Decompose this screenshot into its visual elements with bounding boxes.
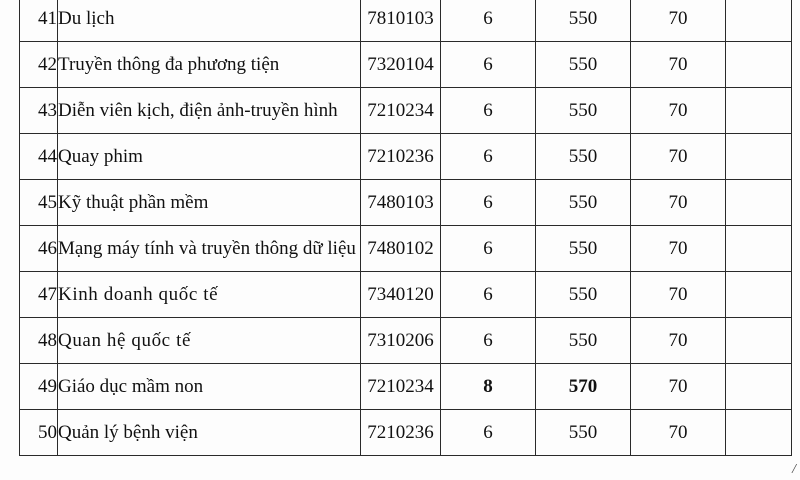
value-b-cell: 550 xyxy=(536,272,631,318)
table-row xyxy=(20,226,792,272)
empty-cell xyxy=(726,180,792,226)
empty-cell xyxy=(726,226,792,272)
value-a-cell: 6 xyxy=(441,318,536,364)
row-number-cell: 46 xyxy=(20,226,58,272)
major-name-cell: Quan hệ quốc tế xyxy=(58,318,361,364)
row-number-cell: 49 xyxy=(20,364,58,410)
table-row xyxy=(20,410,792,456)
empty-cell xyxy=(726,410,792,456)
major-code-cell: 7210236 xyxy=(361,410,441,456)
major-name-cell: Giáo dục mầm non xyxy=(58,364,361,410)
table-row xyxy=(20,318,792,364)
row-number-cell: 47 xyxy=(20,272,58,318)
value-b-cell: 550 xyxy=(536,88,631,134)
empty-cell xyxy=(726,364,792,410)
empty-cell xyxy=(726,88,792,134)
major-name-cell: Kỹ thuật phần mềm xyxy=(58,180,361,226)
value-a-cell: 6 xyxy=(441,42,536,88)
value-c-cell: 70 xyxy=(631,88,726,134)
major-code-cell: 7810103 xyxy=(361,0,441,42)
table-row xyxy=(20,42,792,88)
table-body xyxy=(20,0,792,456)
value-a-cell: 8 xyxy=(441,364,536,410)
row-number-cell: 43 xyxy=(20,88,58,134)
major-name-cell: Du lịch xyxy=(58,0,361,42)
empty-cell xyxy=(726,42,792,88)
empty-cell xyxy=(726,272,792,318)
row-number-cell: 50 xyxy=(20,410,58,456)
value-b-cell: 550 xyxy=(536,410,631,456)
value-a-cell: 6 xyxy=(441,226,536,272)
table-row xyxy=(20,272,792,318)
value-a-cell: 6 xyxy=(441,134,536,180)
table-row xyxy=(20,180,792,226)
major-code-cell: 7210234 xyxy=(361,364,441,410)
value-a-cell: 6 xyxy=(441,410,536,456)
row-number-cell: 48 xyxy=(20,318,58,364)
major-name-cell: Mạng máy tính và truyền thông dữ liệu xyxy=(58,226,361,272)
value-c-cell: 70 xyxy=(631,134,726,180)
value-c-cell: 70 xyxy=(631,318,726,364)
value-b-cell: 550 xyxy=(536,0,631,42)
value-b-cell: 550 xyxy=(536,134,631,180)
major-name-cell: Truyền thông đa phương tiện xyxy=(58,42,361,88)
value-a-cell: 6 xyxy=(441,180,536,226)
major-code-cell: 7480103 xyxy=(361,180,441,226)
major-code-cell: 7480102 xyxy=(361,226,441,272)
value-a-cell: 6 xyxy=(441,272,536,318)
major-name-cell: Kinh doanh quốc tế xyxy=(58,272,361,318)
table-row xyxy=(20,88,792,134)
row-number-cell: 42 xyxy=(20,42,58,88)
major-code-cell: 7210234 xyxy=(361,88,441,134)
value-c-cell: 70 xyxy=(631,410,726,456)
table-row xyxy=(20,0,792,42)
major-name-cell: Diễn viên kịch, điện ảnh-truyền hình xyxy=(58,88,361,134)
empty-cell xyxy=(726,0,792,42)
row-number-cell: 41 xyxy=(20,0,58,42)
value-c-cell: 70 xyxy=(631,0,726,42)
value-c-cell: 70 xyxy=(631,272,726,318)
major-code-cell: 7340120 xyxy=(361,272,441,318)
value-b-cell: 550 xyxy=(536,180,631,226)
value-a-cell: 6 xyxy=(441,88,536,134)
empty-cell xyxy=(726,134,792,180)
value-b-cell: 550 xyxy=(536,318,631,364)
table-row xyxy=(20,364,792,410)
value-c-cell: 70 xyxy=(631,364,726,410)
major-code-cell: 7310206 xyxy=(361,318,441,364)
majors-table xyxy=(19,0,792,456)
major-code-cell: 7210236 xyxy=(361,134,441,180)
value-c-cell: 70 xyxy=(631,42,726,88)
table-row xyxy=(20,134,792,180)
value-b-cell: 550 xyxy=(536,42,631,88)
value-c-cell: 70 xyxy=(631,226,726,272)
major-name-cell: Quay phim xyxy=(58,134,361,180)
corner-mark: / xyxy=(792,462,796,477)
major-code-cell: 7320104 xyxy=(361,42,441,88)
row-number-cell: 44 xyxy=(20,134,58,180)
value-b-cell: 550 xyxy=(536,226,631,272)
value-c-cell: 70 xyxy=(631,180,726,226)
value-a-cell: 6 xyxy=(441,0,536,42)
empty-cell xyxy=(726,318,792,364)
row-number-cell: 45 xyxy=(20,180,58,226)
value-b-cell: 570 xyxy=(536,364,631,410)
major-name-cell: Quản lý bệnh viện xyxy=(58,410,361,456)
